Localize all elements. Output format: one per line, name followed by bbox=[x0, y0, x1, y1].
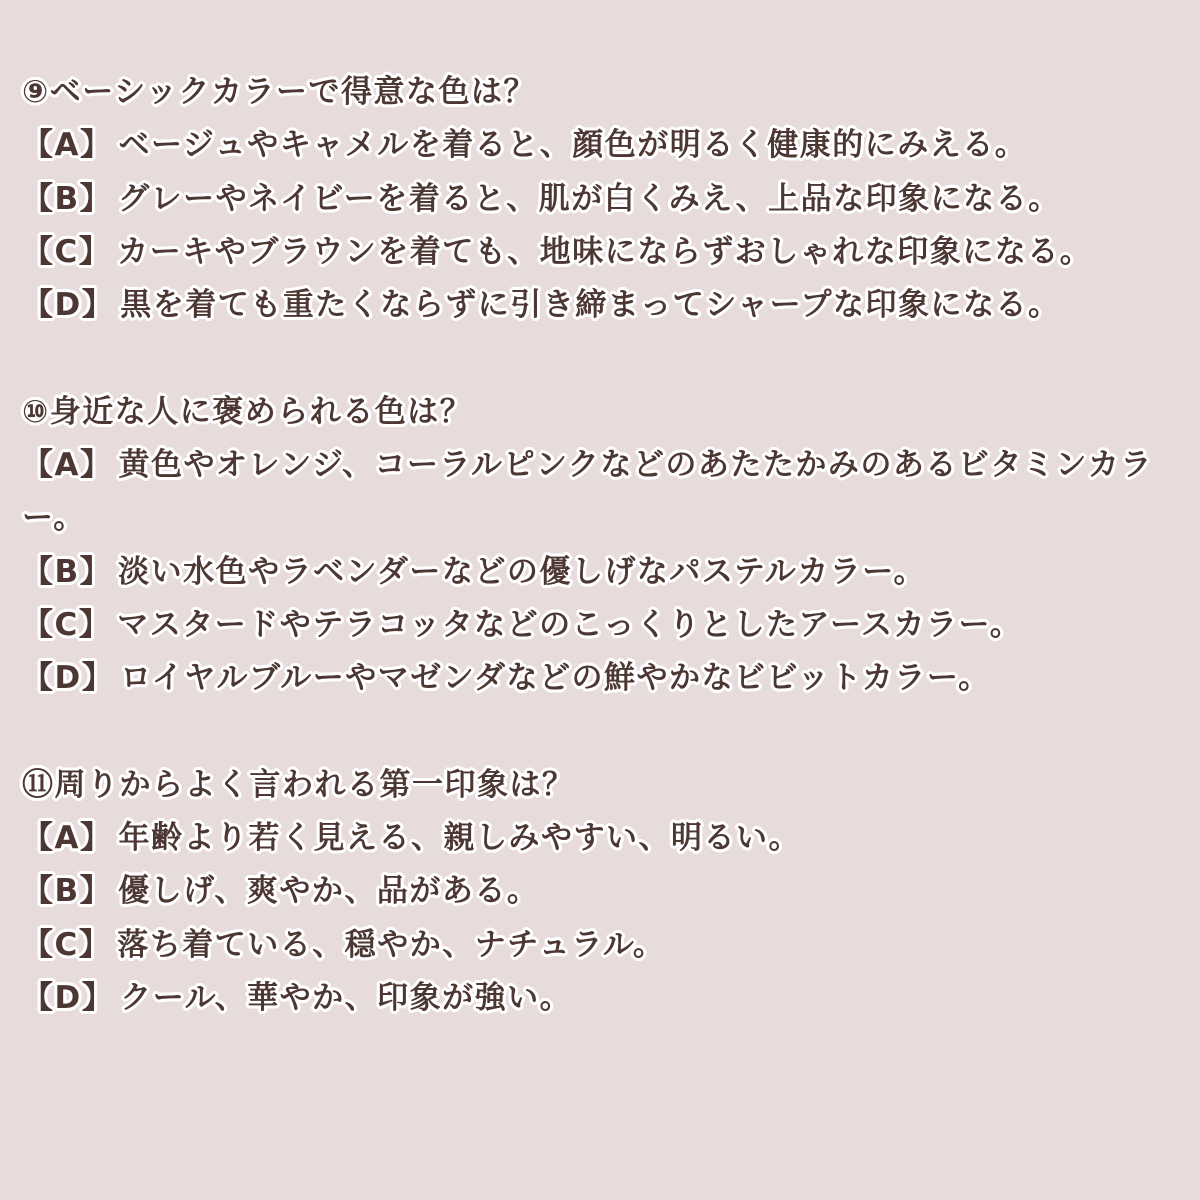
option-label: 【C】 bbox=[22, 606, 112, 643]
option-text: 優しげ、爽やか、品がある。 bbox=[118, 873, 540, 910]
option-label: 【C】 bbox=[22, 233, 112, 270]
option-text: ロイヤルブルーやマゼンダなどの鮮やかなビビットカラー。 bbox=[120, 660, 991, 697]
option-list bbox=[22, 812, 1178, 1025]
question-title: ⑪周りからよく言われる第一印象は？ bbox=[22, 766, 575, 803]
option-text: 黒を着ても重たくならずに引き締まってシャープな印象になる。 bbox=[120, 287, 1061, 324]
option-d bbox=[22, 279, 1178, 332]
question-10 bbox=[22, 386, 1178, 706]
option-a bbox=[22, 119, 1178, 172]
option-label: 【B】 bbox=[22, 180, 113, 217]
option-text: グレーやネイビーを着ると、肌が白くみえ、上品な印象になる。 bbox=[118, 180, 1061, 217]
option-b bbox=[22, 865, 1178, 918]
option-a bbox=[22, 812, 1178, 865]
option-c bbox=[22, 226, 1178, 279]
option-text: 黄色やオレンジ、コーラルピンクなどのあたたかみのあるビタミンカラー。 bbox=[22, 447, 1153, 537]
option-label: 【A】 bbox=[22, 820, 113, 857]
option-label: 【B】 bbox=[22, 873, 113, 910]
option-text: ベージュやキャメルを着ると、顔色が明るく健康的にみえる。 bbox=[118, 127, 1028, 164]
option-label: 【D】 bbox=[22, 660, 115, 697]
option-d bbox=[22, 652, 1178, 705]
option-text: 落ち着ている、穏やか、ナチュラル。 bbox=[117, 926, 666, 963]
option-label: 【D】 bbox=[22, 287, 115, 324]
option-label: 【B】 bbox=[22, 553, 113, 590]
option-list bbox=[22, 119, 1178, 332]
option-text: 年齢より若く見える、親しみやすい、明るい。 bbox=[118, 820, 801, 857]
option-text: カーキやブラウンを着ても、地味にならずおしゃれな印象になる。 bbox=[117, 233, 1093, 270]
option-label: 【D】 bbox=[22, 980, 115, 1017]
question-title: ⑨ベーシックカラーで得意な色は？ bbox=[22, 74, 537, 110]
option-list bbox=[22, 439, 1178, 705]
option-text: クール、華やか、印象が強い。 bbox=[120, 980, 573, 1017]
option-label: 【C】 bbox=[22, 926, 112, 963]
question-9 bbox=[22, 66, 1178, 332]
option-b bbox=[22, 173, 1178, 226]
option-b bbox=[22, 546, 1178, 599]
option-a bbox=[22, 439, 1178, 546]
question-title: ⑩身近な人に褒められる色は？ bbox=[22, 393, 473, 430]
option-c bbox=[22, 919, 1178, 972]
option-text: マスタードやテラコッタなどのこっくりとしたアースカラー。 bbox=[117, 606, 1023, 643]
option-label: 【A】 bbox=[22, 447, 113, 484]
option-text: 淡い水色やラベンダーなどの優しげなパステルカラー。 bbox=[118, 553, 926, 590]
option-c bbox=[22, 599, 1178, 652]
option-d bbox=[22, 972, 1178, 1025]
question-11 bbox=[22, 759, 1178, 1025]
option-label: 【A】 bbox=[22, 127, 113, 164]
